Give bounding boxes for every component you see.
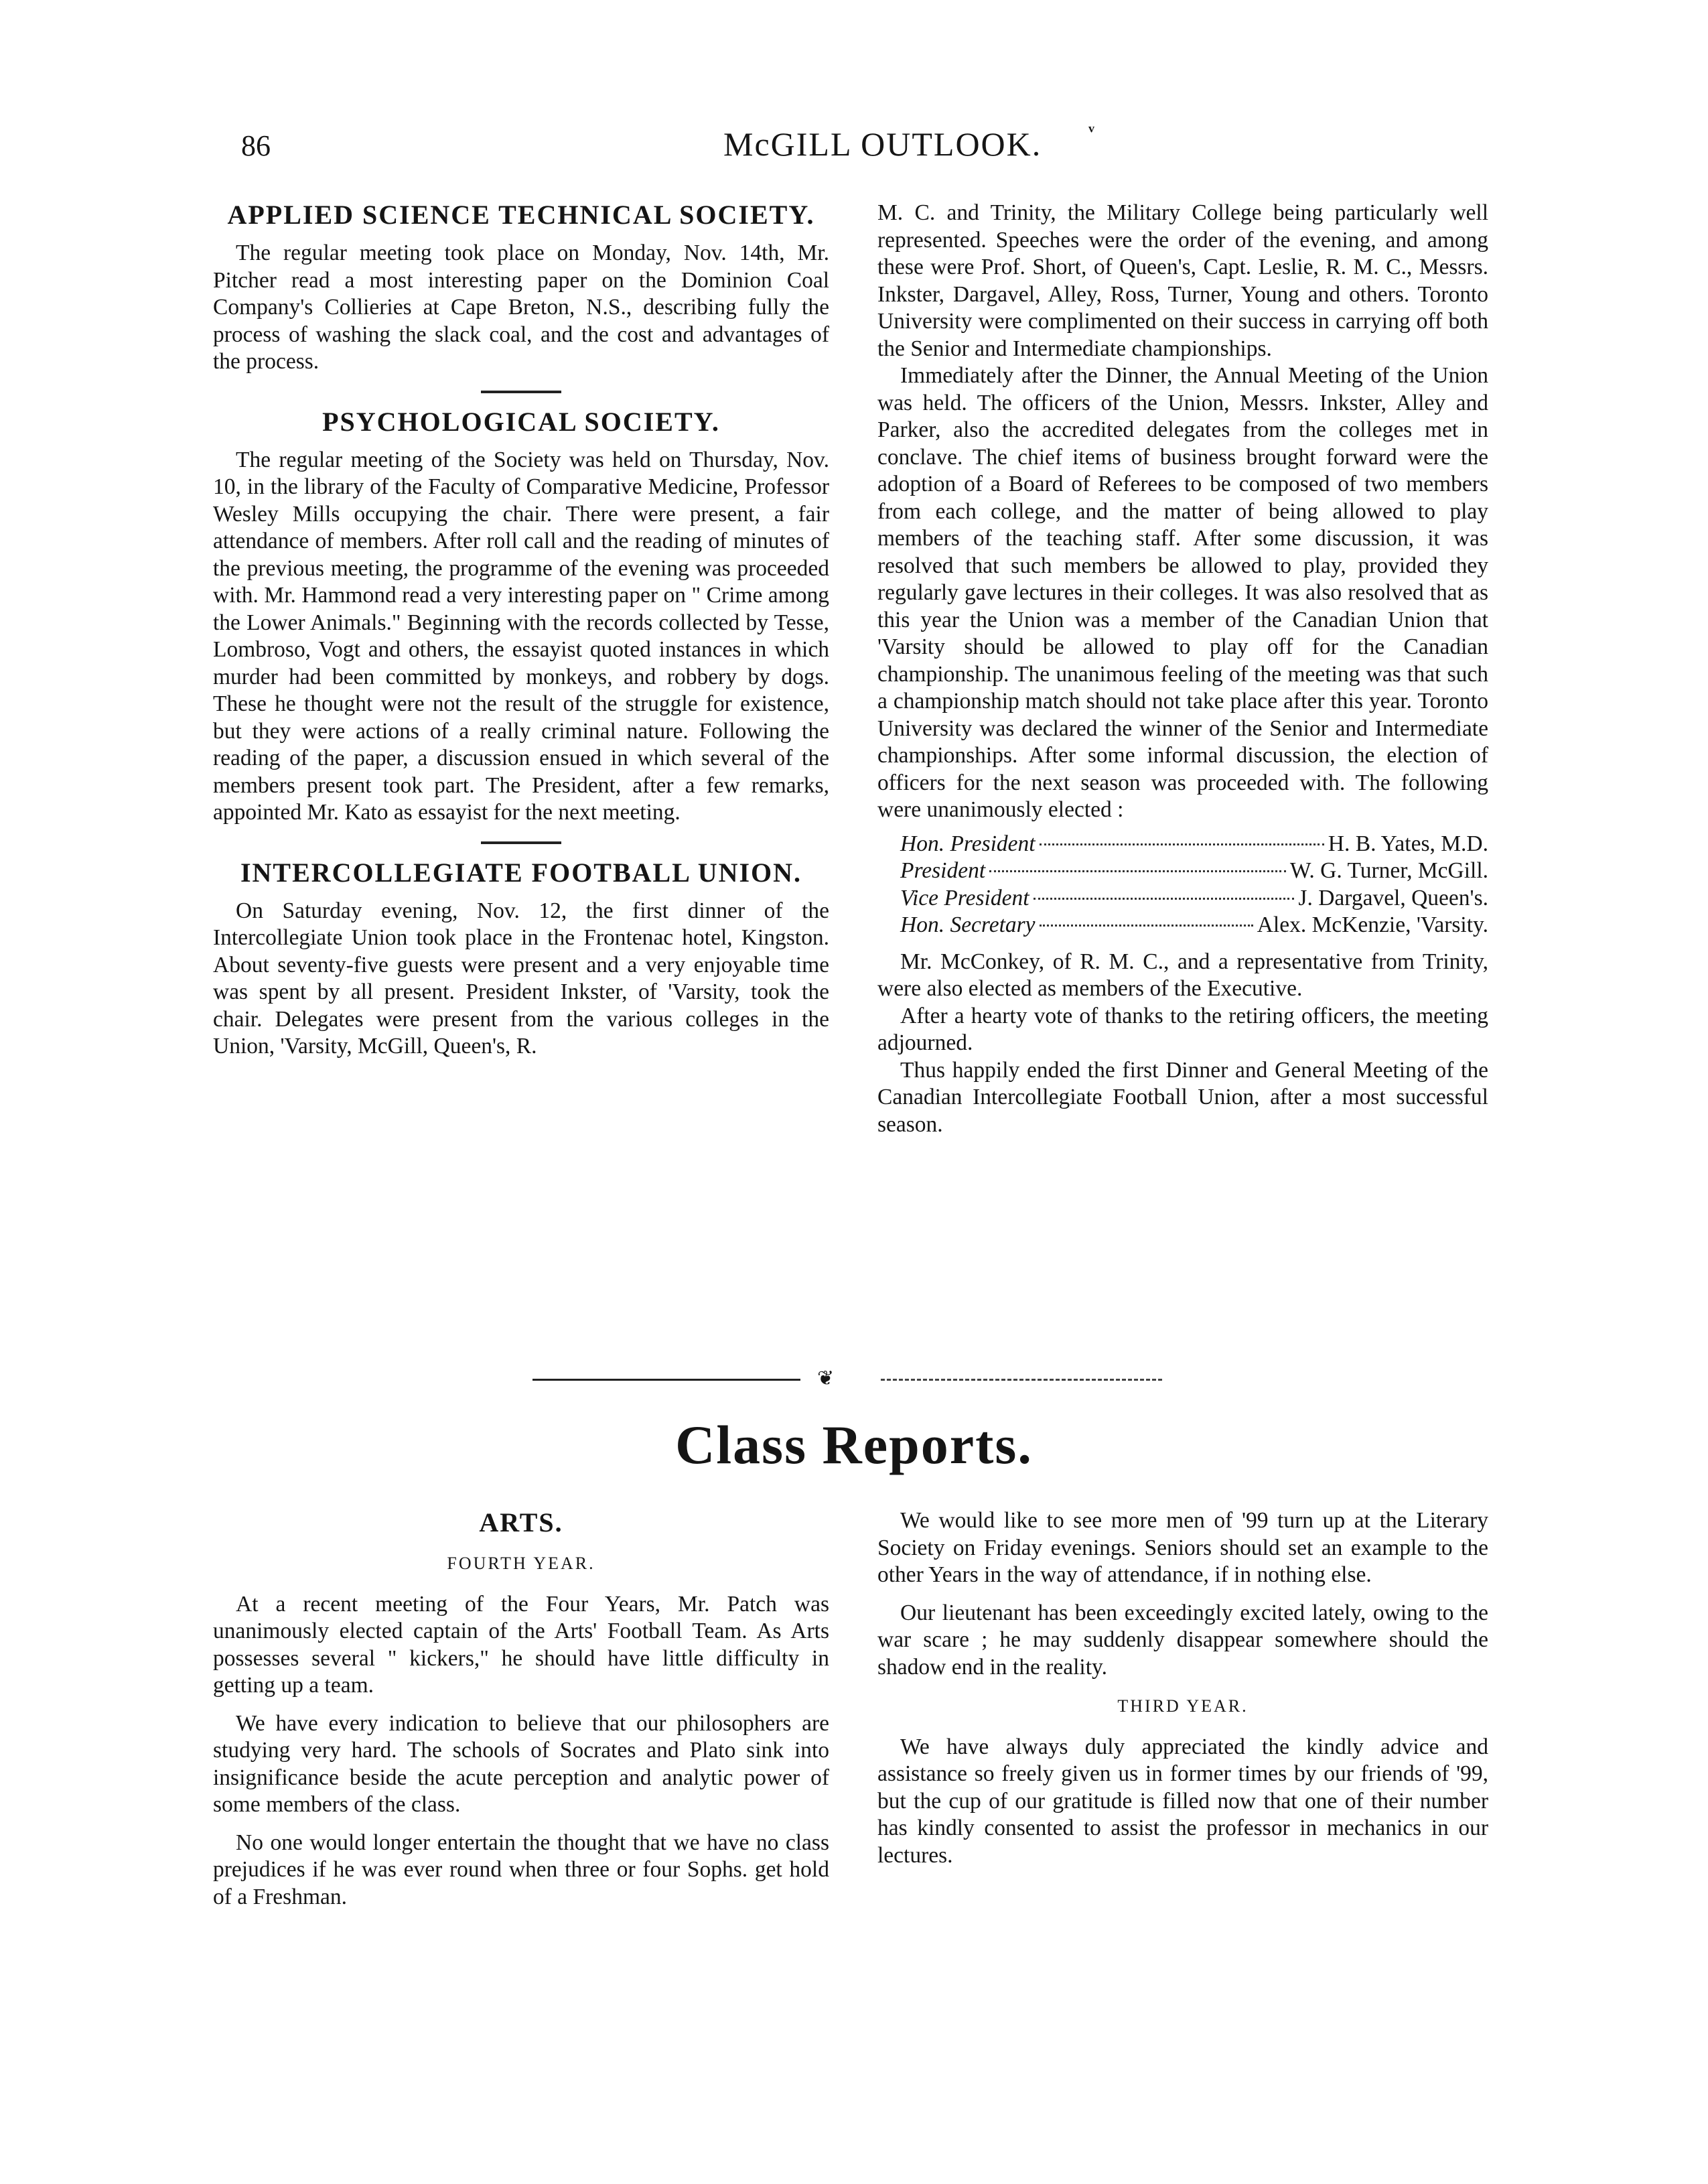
- paragraph-gap: [213, 1700, 829, 1710]
- officers-list: [877, 831, 1488, 939]
- fleuron-icon: ❦: [817, 1367, 835, 1389]
- page-number: 86: [241, 129, 271, 162]
- section-title-arts: ARTS.: [479, 1507, 563, 1538]
- leader-dots: [989, 870, 1286, 872]
- paragraph-gap: [213, 1819, 829, 1830]
- paragraph: We have every indication to believe that our philosophers are studying very hard. The schools of Socrates and Plato sink into insignificance beside the acute perception and analytic power of some members of the class.: [213, 1710, 829, 1817]
- paragraph: M. C. and Trinity, the Military College being particularly well represented. Speeches were the order of the evening, and among these were Prof. Short, of Queen's, Capt. Leslie, R. M. C., Messrs. Inkster, Dargavel, Alley, Ross, Turner, Young and others. Toronto University were complimented on their success in carrying off both the Senior and Intermediate championships.: [877, 200, 1488, 361]
- officer-row: [877, 831, 1488, 858]
- class-reports-title: Class Reports.: [675, 1414, 1033, 1475]
- officer-row: [877, 885, 1488, 912]
- paragraph: We have always duly appreciated the kindly advice and assistance so freely given us in former times by our friends of '99, but the cup of our gratitude is filled now that one of their number has kindly consented to assist the professor in mechanics in our lectures.: [877, 1734, 1488, 1868]
- section-title-football-union: INTERCOLLEGIATE FOOTBALL UNION.: [240, 857, 802, 888]
- officer-role: President: [900, 858, 986, 883]
- officer-name: Alex. McKenzie, 'Varsity.: [1257, 912, 1488, 937]
- paragraph: The regular meeting took place on Monday, Nov. 14th, Mr. Pitcher read a most interesting paper on the Dominion Coal Company's Collieries at Cape Breton, N.S., describing fully the process of washing the slack coal, and the cost and advantages of the process.: [213, 241, 829, 374]
- paragraph: On Saturday evening, Nov. 12, the first dinner of the Intercollegiate Union took place in the Frontenac hotel, Kingston. About seventy-five guests were present and a very enjoyable time was spent by all present. President Inkster, of 'Varsity, took the chair. Delegates were present from the various colleges in the Union, 'Varsity, McGill, Queen's, R.: [213, 898, 829, 1059]
- paragraph: After a hearty vote of thanks to the retiring officers, the meeting adjourned.: [877, 1003, 1488, 1055]
- section-title-applied-science: APPLIED SCIENCE TECHNICAL SOCIETY.: [227, 200, 815, 230]
- officer-role: Hon. Secretary: [900, 912, 1036, 937]
- officer-name: J. Dargavel, Queen's.: [1298, 885, 1488, 910]
- running-head-title: McGILL OUTLOOK.: [723, 125, 1042, 163]
- leader-dots: [1034, 898, 1295, 900]
- ornamental-divider: [532, 1367, 1169, 1393]
- printer-mark-icon: ᵛ: [1088, 121, 1094, 143]
- divider-line: [532, 1379, 800, 1381]
- section-divider: [481, 841, 561, 844]
- officer-row: [877, 912, 1488, 939]
- officer-name: H. B. Yates, M.D.: [1328, 831, 1488, 856]
- paragraph: Thus happily ended the first Dinner and General Meeting of the Canadian Intercollegiate Football Union, after a most successful season.: [877, 1057, 1488, 1137]
- section-divider: [481, 391, 561, 393]
- paragraph: Immediately after the Dinner, the Annual Meeting of the Union was held. The officers of the Union, Messrs. Inkster, Alley and Parker, also the accredited delegates from the colleges met in conclave. The chief items of business brought forward were the adoption of a Board of Referees to be composed of two members from each college, and the matter of being allowed to play members of the teaching staff. After some discussion, it was resolved that such members be allowed to play, provided they regularly gave lectures in their colleges. It was also resolved that as this year the Union was a member of the Canadian Union that 'Varsity should be allowed to play off for the Canadian championship. The unanimous feeling of the meeting was that such a championship match should not take place after this year. Toronto University was declared the winner of the Senior and Intermediate championships. After some informal discussion, the election of officers for the next season was proceeded with. The following were unanimously elected :: [877, 363, 1488, 822]
- officer-role: Hon. President: [900, 831, 1036, 856]
- officer-name: W. G. Turner, McGill.: [1289, 858, 1488, 883]
- left-column-top: [213, 200, 829, 1061]
- right-column-top: [877, 200, 1488, 1138]
- left-column-bottom: [213, 1507, 829, 1911]
- paragraph-gap: [877, 1589, 1488, 1600]
- paragraph: Mr. McConkey, of R. M. C., and a representative from Trinity, were also elected as members of the Executive.: [877, 949, 1488, 1001]
- leader-dots: [1040, 843, 1324, 845]
- divider-line: [881, 1379, 1162, 1381]
- subsection-title-fourth-year: FOURTH YEAR.: [447, 1554, 595, 1573]
- officer-role: Vice President: [900, 885, 1029, 910]
- leader-dots: [1040, 925, 1253, 927]
- paragraph: At a recent meeting of the Four Years, Mr. Patch was unanimously elected captain of the Arts' Football Team. As Arts possesses several " kickers," he should have little difficulty in getting up a team.: [213, 1591, 829, 1698]
- officer-row: [877, 858, 1488, 885]
- subsection-title-third-year: THIRD YEAR.: [1117, 1696, 1249, 1716]
- paragraph: No one would longer entertain the thought that we have no class prejudices if he was ever round when three or four Sophs. get hold of a Freshman.: [213, 1830, 829, 1909]
- paragraph: Our lieutenant has been exceedingly excited lately, owing to the war scare ; he may suddenly disappear somewhere should the shadow end in the reality.: [877, 1600, 1488, 1680]
- paragraph: The regular meeting of the Society was held on Thursday, Nov. 10, in the library of the Faculty of Comparative Medicine, Professor Wesley Mills occupying the chair. There were present, a fair attendance of members. After roll call and the reading of minutes of the previous meeting, the programme of the evening was proceeded with. Mr. Hammond read a very interesting paper on " Crime among the Lower Animals." Beginning with the records collected by Tesse, Lombroso, Vogt and others, the essayist quoted instances in which murder had been committed by monkeys, and robbery by dogs. These he thought were not the result of the struggle for existence, but they were actions of a really criminal nature. Following the reading of the paper, a discussion ensued in which several of the members present took part. The President, after a few remarks, appointed Mr. Kato as essayist for the next meeting.: [213, 447, 829, 825]
- right-column-bottom: [877, 1507, 1488, 1869]
- section-title-psychological: PSYCHOLOGICAL SOCIETY.: [322, 406, 720, 437]
- paragraph: We would like to see more men of '99 turn up at the Literary Society on Friday evenings. Seniors should set an example to the other Years in the way of attendance, if in nothing else.: [877, 1508, 1488, 1587]
